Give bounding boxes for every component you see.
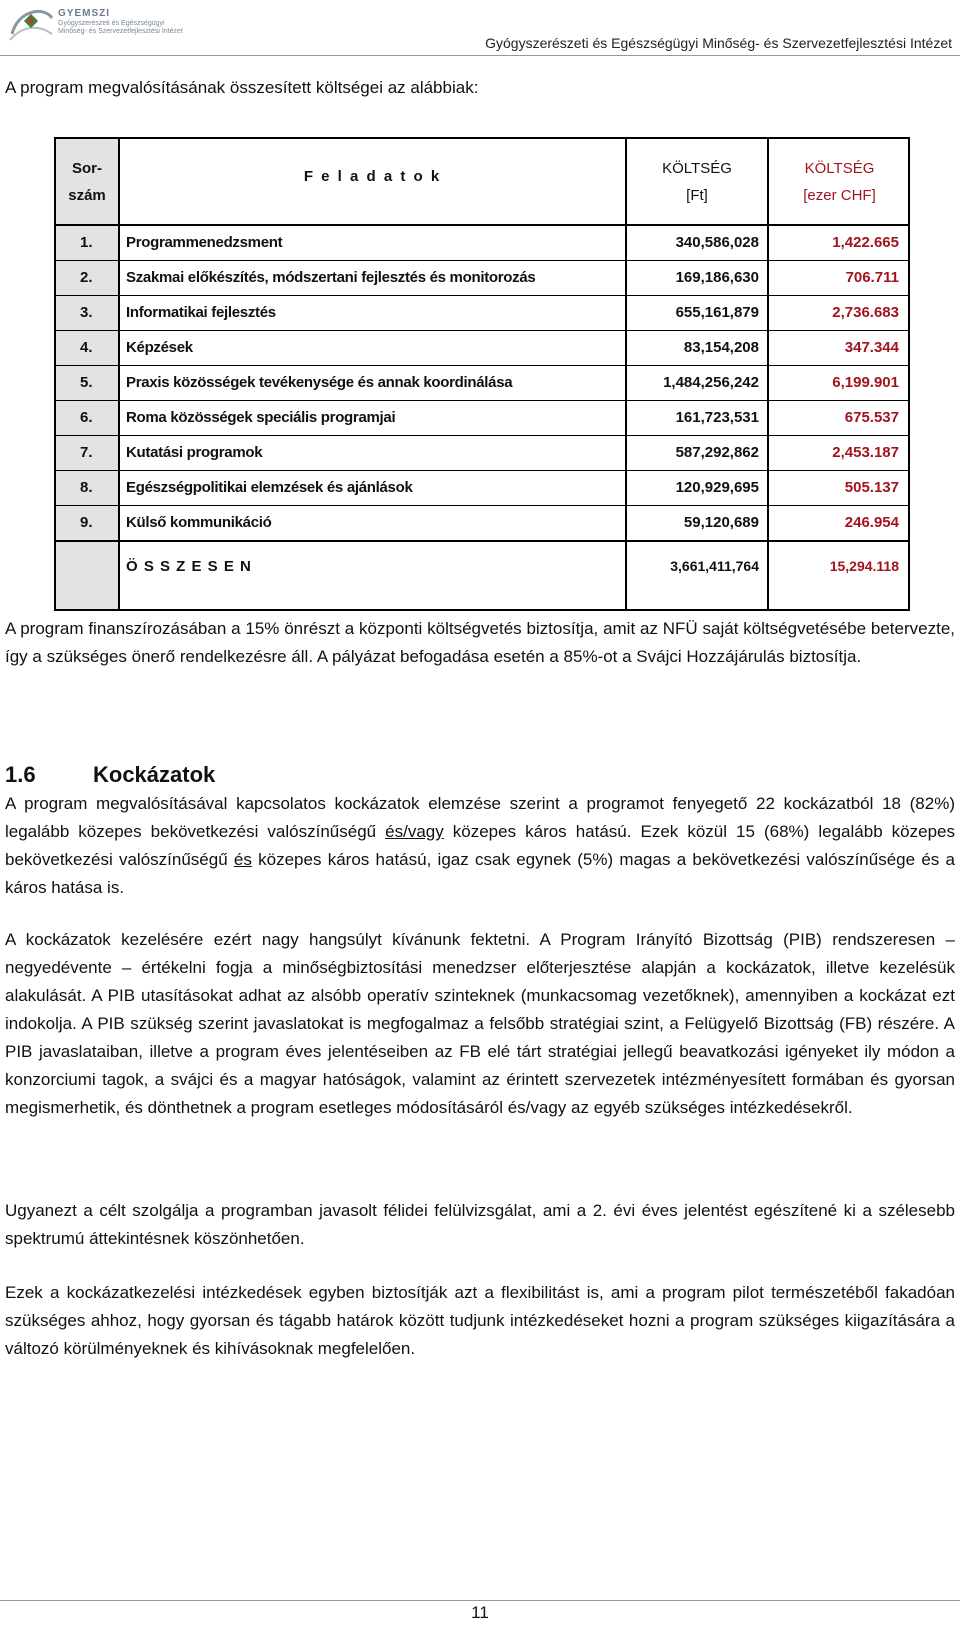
midterm-review-paragraph: Ugyanezt a célt szolgálja a programban javasolt félidei felülvizsgálat, ami a 2. évi éves jelentést egészítené ki a szélesebb spektrumú áttekintésnek köszönhetően. — [5, 1201, 955, 1248]
section-title: Kockázatok — [93, 762, 216, 787]
row-3-cost-ft: 655,161,879 — [675, 304, 759, 321]
flexibility-paragraph: Ezek a kockázatkezelési intézkedések egyben biztosítják azt a flexibilitást is, ami a program pilot természetéből fakadóan szükséges ahhoz, hogy gyorsan és tágabb határok között tudjunk intézkedéseket hozni a program szükséges kiigazítására a változó körülményeknek és kihívásoknak megfelelően. — [5, 1283, 955, 1358]
section-heading — [5, 762, 215, 788]
header-tasks: F e l a d a t o k — [303, 168, 442, 185]
page-number: 11 — [471, 1603, 489, 1622]
row-1-number: 1. — [80, 234, 93, 251]
gyemszi-emblem-icon — [8, 4, 54, 44]
logo-subtitle-line2: Minőség- és Szervezetfejlesztési Intézet — [58, 28, 183, 35]
page-header — [0, 0, 960, 58]
row-5-task: Praxis közösségek tevékenysége és annak koordinálása — [126, 374, 513, 391]
table-divider — [56, 295, 908, 296]
row-3-cost-chf: 2,736.683 — [832, 304, 899, 321]
row-6-cost-ft: 161,723,531 — [675, 409, 759, 426]
total-label: Ö S S Z E S E N — [126, 558, 252, 575]
row-1-cost-chf: 1,422.665 — [832, 234, 899, 251]
financing-paragraph: A program finanszírozásában a 15% önrészt a központi költségvetés biztosítja, amit az NFÜ saját költségvetésébe betervezte, így a szükséges önerő rendelkezésre áll. A pályázat befogadása esetén a 85%-ot a Svájci Hozzájárulás biztosítja. — [5, 619, 955, 666]
row-8-cost-ft: 120,929,695 — [675, 479, 759, 496]
logo-subtitle-line1: Gyógyszerészeti és Egészségügyi — [58, 20, 165, 27]
table-divider — [56, 540, 908, 542]
row-2-task: Szakmai előkészítés, módszertani fejlesztés és monitorozás — [126, 269, 536, 286]
table-divider — [56, 224, 908, 226]
row-7-task: Kutatási programok — [126, 444, 263, 461]
row-6-task: Roma közösségek speciális programjai — [126, 409, 396, 426]
row-5-cost-ft: 1,484,256,242 — [663, 374, 759, 391]
row-6-cost-chf: 675.537 — [844, 409, 899, 426]
row-3-number: 3. — [80, 304, 93, 321]
row-2-number: 2. — [80, 269, 93, 286]
row-4-cost-chf: 347.344 — [844, 339, 899, 356]
row-5-cost-chf: 6,199.901 — [832, 374, 899, 391]
table-divider — [56, 435, 908, 436]
table-divider — [56, 365, 908, 366]
row-2-cost-ft: 169,186,630 — [675, 269, 759, 286]
row-9-cost-chf: 246.954 — [844, 514, 899, 531]
table-divider — [56, 400, 908, 401]
row-2-cost-chf: 706.711 — [845, 269, 899, 286]
header-cost-chf: KÖLTSÉG [ezer CHF] — [803, 160, 876, 204]
table-divider — [56, 470, 908, 471]
row-9-cost-ft: 59,120,689 — [683, 514, 759, 531]
row-6-number: 6. — [80, 409, 93, 426]
row-8-number: 8. — [80, 479, 93, 496]
risk-management-paragraph: A kockázatok kezelésére ezért nagy hangsúlyt kívánunk fektetni. A Program Irányító Bizottság (PIB) rendszeresen – negyedévente – értékelni fogja a minőségbiztosítási menedzser előterjesztése alapján a kockázatok, illetve kezelésük alakulását. A PIB utasításokat adhat az alsóbb operatív szinteknek (munkacsomag vezetőknek), amennyiben a kockázat ezt indokolja. A PIB szükség szerint javaslatokat is megfogalmaz a felsőbb stratégiai szint, a Felügyelő Bizottság (FB) részére. A PIB javaslataiban, illetve a program éves jelentéseiben az FB elé tárt stratégiai jellegű beavatkozási igényeket ily módon a konzorciumi tagok, a svájci és a magyar hatóságok, valamint az érintett szervezetek intézményesített formában és gyorsan megismerhetik, és dönthetnek a program esetleges módosításáról és/vagy az egyéb szükséges intézkedésekről. — [5, 930, 955, 1117]
table-divider — [56, 260, 908, 261]
row-4-number: 4. — [80, 339, 93, 356]
section-number: 1.6 — [5, 762, 36, 787]
cost-table — [54, 137, 910, 611]
row-9-task: Külső kommunikáció — [126, 514, 272, 531]
header-row-number: Sor- szám — [68, 160, 106, 204]
row-4-task: Képzések — [126, 339, 193, 356]
total-cost-ft: 3,661,411,764 — [670, 558, 759, 574]
header-cost-ft: KÖLTSÉG [Ft] — [662, 160, 732, 204]
logo-name: GYEMSZI — [58, 8, 111, 19]
table-divider — [56, 505, 908, 506]
gyemszi-logo — [8, 4, 183, 44]
header-institute-title: Gyógyszerészeti és Egészségügyi Minőség- és Szervezetfejlesztési Intézet — [485, 35, 952, 51]
row-7-cost-chf: 2,453.187 — [832, 444, 899, 461]
row-8-cost-chf: 505.137 — [844, 479, 899, 496]
row-3-task: Informatikai fejlesztés — [126, 304, 276, 321]
table-divider — [56, 330, 908, 331]
total-cost-chf: 15,294.118 — [829, 558, 899, 574]
row-7-cost-ft: 587,292,862 — [675, 444, 759, 461]
row-7-number: 7. — [80, 444, 93, 461]
risk-analysis-paragraph: A program megvalósításával kapcsolatos kockázatok elemzése szerint a programot fenyegető 22 kockázatból 18 (82%) legalább közepes bekövetkezési valószínűségű és/vagy közepes káros hatású. Ezek közül 15 (68%) legalább közepes bekövetkezési valószínűségű és közepes káros hatású, igaz csak egynek (5%) magas a bekövetkezési valószínűsége és a káros hatása is. — [5, 794, 956, 897]
header-divider — [0, 55, 960, 56]
row-9-number: 9. — [80, 514, 93, 531]
row-5-number: 5. — [80, 374, 93, 391]
footer-divider — [0, 1600, 960, 1601]
row-8-task: Egészségpolitikai elemzések és ajánlások — [126, 479, 413, 496]
row-1-cost-ft: 340,586,028 — [675, 234, 759, 251]
intro-text: A program megvalósításának összesített költségei az alábbiak: — [5, 78, 479, 97]
row-4-cost-ft: 83,154,208 — [683, 339, 759, 356]
table-divider — [118, 139, 120, 609]
row-1-task: Programmenedzsment — [126, 234, 283, 251]
